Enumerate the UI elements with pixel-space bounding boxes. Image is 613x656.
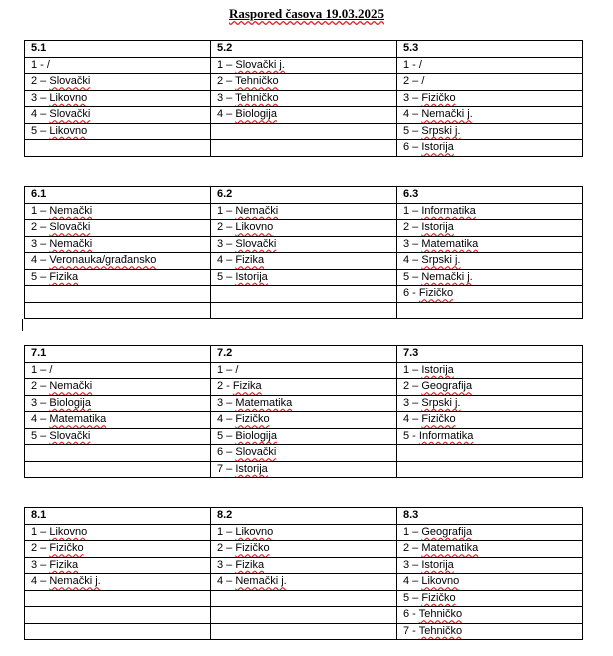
class-header: 5.3 <box>397 41 583 58</box>
lesson-cell: 2 – Slovački <box>25 220 211 237</box>
table-row <box>25 590 583 607</box>
lesson-cell: 5 – Slovački <box>25 428 211 445</box>
lesson-cell: 4 – Srpski j. <box>397 253 583 270</box>
schedule-table-grade-7 <box>24 345 583 478</box>
subject-name: Nemački j. <box>421 270 473 283</box>
subject-name: Veronauka/građansko <box>49 254 157 267</box>
table-row <box>25 395 583 412</box>
subject-name: Fizičko <box>418 287 454 300</box>
table-header-row <box>25 346 583 363</box>
table-row <box>25 236 583 253</box>
table-row <box>25 574 583 591</box>
lesson-cell: 5 – Istorija <box>211 269 397 286</box>
lesson-cell <box>25 590 211 607</box>
subject-name: Slovački j. <box>235 58 285 71</box>
lesson-cell: 4 – Fizičko <box>211 412 397 429</box>
subject-name: Matematika <box>235 396 293 409</box>
subject-name: Istorija <box>235 462 268 475</box>
table-row <box>25 107 583 124</box>
subject-name: Nemački j. <box>49 575 101 588</box>
lesson-cell <box>211 302 397 319</box>
lesson-cell: 3 – Biologija <box>25 395 211 412</box>
document-title <box>0 6 613 22</box>
lesson-cell: 3 – Fizika <box>25 557 211 574</box>
subject-name: Biologija <box>235 108 277 121</box>
lesson-cell: 5 – Likovno <box>25 123 211 140</box>
table-row <box>25 428 583 445</box>
class-header: 5.1 <box>25 41 211 58</box>
lesson-cell: 2 – Slovački <box>25 74 211 91</box>
subject-name: Fizičko <box>49 542 84 555</box>
lesson-cell: 1 – / <box>25 362 211 379</box>
subject-name: Fizika <box>49 558 79 571</box>
table-row <box>25 203 583 220</box>
subject-name: Informatika <box>421 204 476 217</box>
table-row <box>25 362 583 379</box>
subject-name: Nemački j. <box>421 108 473 121</box>
class-header: 7.1 <box>25 346 211 363</box>
lesson-cell <box>211 623 397 640</box>
lesson-cell: 2 - Fizika <box>211 379 397 396</box>
table-header-row <box>25 41 583 58</box>
lesson-cell: 1 – Slovački j. <box>211 57 397 74</box>
subject-name: Slovački <box>49 221 91 234</box>
table-row <box>25 74 583 91</box>
subject-name: Slovački <box>235 237 277 250</box>
subject-name: Fizika <box>235 558 265 571</box>
lesson-cell: 4 – Nemački j. <box>25 574 211 591</box>
subject-name: Informatika <box>418 429 474 442</box>
subject-name: Slovački <box>49 429 91 442</box>
subject-name: Likovno <box>49 124 88 137</box>
lesson-cell: 2 – / <box>397 74 583 91</box>
lesson-cell: 4 – Biologija <box>211 107 397 124</box>
table-row <box>25 379 583 396</box>
lesson-cell: 1 – Nemački <box>211 203 397 220</box>
lesson-cell <box>397 302 583 319</box>
lesson-cell: 4 – Matematika <box>25 412 211 429</box>
subject-name: Istorija <box>421 363 454 376</box>
table-row <box>25 90 583 107</box>
lesson-cell: 2 – Nemački <box>25 379 211 396</box>
lesson-cell: 2 – Istorija <box>397 220 583 237</box>
subject-name: Fizičko <box>421 413 456 426</box>
schedule-table-grade-6 <box>24 186 583 319</box>
lesson-cell: 4 – Nemački j. <box>397 107 583 124</box>
lesson-cell: 3 – Likovno <box>25 90 211 107</box>
class-header: 6.3 <box>397 187 583 204</box>
subject-name: Likovno <box>421 575 460 588</box>
subject-name: Nemački <box>49 204 93 217</box>
lesson-cell: 6 - Fizičko <box>397 286 583 303</box>
subject-name: Fizičko <box>421 591 456 604</box>
lesson-cell: 5 - Informatika <box>397 428 583 445</box>
subject-name: Likovno <box>235 221 274 234</box>
class-header: 8.2 <box>211 508 397 525</box>
subject-name: Biologija <box>49 396 91 409</box>
lesson-cell: 7 - Tehničko <box>397 623 583 640</box>
subject-name: Tehničko <box>418 624 463 637</box>
class-header: 6.1 <box>25 187 211 204</box>
subject-name: Geografija <box>421 525 473 538</box>
lesson-cell: 3 – Fizika <box>211 557 397 574</box>
lesson-cell: 3 – Istorija <box>397 557 583 574</box>
schedule-table-grade-5 <box>24 40 583 157</box>
class-header: 7.2 <box>211 346 397 363</box>
subject-name: Geografija <box>421 380 473 393</box>
subject-name: Tehničko <box>235 91 279 104</box>
subject-name: Matematika <box>49 413 107 426</box>
subject-name: Nemački j. <box>235 575 287 588</box>
subject-name: Nemački <box>49 237 93 250</box>
subject-name: Fizičko <box>235 413 270 426</box>
lesson-cell: 4 – Fizičko <box>397 412 583 429</box>
subject-name: Nemački <box>49 380 93 393</box>
class-header: 5.2 <box>211 41 397 58</box>
table-header-row <box>25 187 583 204</box>
lesson-cell: 5 – Srpski j. <box>397 123 583 140</box>
lesson-cell: 1 - / <box>25 57 211 74</box>
text-cursor <box>22 319 23 331</box>
lesson-cell <box>25 623 211 640</box>
lesson-cell: 1 – Istorija <box>397 362 583 379</box>
subject-name: Istorija <box>235 270 268 283</box>
lesson-cell <box>397 461 583 478</box>
table-row <box>25 412 583 429</box>
lesson-cell: 1 – Likovno <box>25 524 211 541</box>
subject-name: Istorija <box>421 221 454 234</box>
subject-name: Fizika <box>232 380 262 393</box>
table-row <box>25 524 583 541</box>
lesson-cell <box>25 286 211 303</box>
subject-name: Istorija <box>421 141 454 154</box>
subject-name: Nemački <box>235 204 279 217</box>
table-row <box>25 445 583 462</box>
table-header-row <box>25 508 583 525</box>
subject-name: Fizika <box>49 270 79 283</box>
table-row <box>25 557 583 574</box>
lesson-cell: 3 – Matematika <box>397 236 583 253</box>
subject-name: Fizičko <box>421 91 456 104</box>
lesson-cell: 4 – Slovački <box>25 107 211 124</box>
lesson-cell <box>211 286 397 303</box>
lesson-cell: 1 - / <box>397 57 583 74</box>
lesson-cell: 2 – Tehničko <box>211 74 397 91</box>
lesson-cell: 7 – Istorija <box>211 461 397 478</box>
lesson-cell: 6 – Istorija <box>397 140 583 157</box>
lesson-cell: 5 – Fizika <box>25 269 211 286</box>
lesson-cell: 2 – Fizičko <box>25 541 211 558</box>
class-header: 6.2 <box>211 187 397 204</box>
lesson-cell: 6 – Slovački <box>211 445 397 462</box>
lesson-cell: 2 – Matematika <box>397 541 583 558</box>
subject-name: Slovački <box>49 108 91 121</box>
class-header: 8.3 <box>397 508 583 525</box>
table-row <box>25 220 583 237</box>
lesson-cell: 2 – Fizičko <box>211 541 397 558</box>
subject-name: Istorija <box>421 558 454 571</box>
lesson-cell <box>211 590 397 607</box>
lesson-cell: 1 – Geografija <box>397 524 583 541</box>
lesson-cell <box>25 607 211 624</box>
lesson-cell: 5 – Nemački j. <box>397 269 583 286</box>
lesson-cell: 4 – Fizika <box>211 253 397 270</box>
lesson-cell: 3 – Matematika <box>211 395 397 412</box>
table-row <box>25 541 583 558</box>
subject-name: Slovački <box>235 446 277 459</box>
table-row <box>25 461 583 478</box>
table-row <box>25 286 583 303</box>
lesson-cell: 1 – Informatika <box>397 203 583 220</box>
subject-name: Tehničko <box>235 75 279 88</box>
lesson-cell <box>211 140 397 157</box>
table-row <box>25 302 583 319</box>
lesson-cell: 2 – Geografija <box>397 379 583 396</box>
table-row <box>25 253 583 270</box>
lesson-cell: 4 – Veronauka/građansko <box>25 253 211 270</box>
lesson-cell <box>25 461 211 478</box>
subject-name: Fizika <box>235 254 265 267</box>
table-row <box>25 140 583 157</box>
lesson-cell: 5 – Biologija <box>211 428 397 445</box>
subject-name: Tehničko <box>418 608 463 621</box>
lesson-cell: 1 – Likovno <box>211 524 397 541</box>
class-header: 8.1 <box>25 508 211 525</box>
lesson-cell: 4 – Nemački j. <box>211 574 397 591</box>
lesson-cell: 3 – Fizičko <box>397 90 583 107</box>
subject-name: Slovački <box>49 75 91 88</box>
subject-name: Fizičko <box>235 542 270 555</box>
lesson-cell <box>25 140 211 157</box>
table-row <box>25 623 583 640</box>
lesson-cell: 3 – Srpski j. <box>397 395 583 412</box>
subject-name: Likovno <box>49 525 88 538</box>
subject-name: Likovno <box>235 525 274 538</box>
lesson-cell <box>211 123 397 140</box>
lesson-cell <box>397 445 583 462</box>
title-text: Raspored časova 19.03.2025 <box>228 6 385 21</box>
subject-name: Srpski j. <box>421 254 461 267</box>
lesson-cell: 3 – Slovački <box>211 236 397 253</box>
table-row <box>25 607 583 624</box>
subject-name: Likovno <box>49 91 88 104</box>
lesson-cell: 1 – / <box>211 362 397 379</box>
lesson-cell: 4 – Likovno <box>397 574 583 591</box>
lesson-cell: 2 – Likovno <box>211 220 397 237</box>
subject-name: Srpski j. <box>421 396 461 409</box>
lesson-cell <box>25 445 211 462</box>
lesson-cell: 3 – Tehničko <box>211 90 397 107</box>
lesson-cell <box>25 302 211 319</box>
table-row <box>25 57 583 74</box>
table-row <box>25 123 583 140</box>
subject-name: Matematika <box>421 542 479 555</box>
schedule-table-grade-8 <box>24 507 583 640</box>
lesson-cell: 5 – Fizičko <box>397 590 583 607</box>
lesson-cell: 1 – Nemački <box>25 203 211 220</box>
class-header: 7.3 <box>397 346 583 363</box>
lesson-cell <box>211 607 397 624</box>
subject-name: Srpski j. <box>421 124 461 137</box>
lesson-cell: 3 – Nemački <box>25 236 211 253</box>
lesson-cell: 6 - Tehničko <box>397 607 583 624</box>
table-row <box>25 269 583 286</box>
subject-name: Biologija <box>235 429 277 442</box>
subject-name: Matematika <box>421 237 479 250</box>
